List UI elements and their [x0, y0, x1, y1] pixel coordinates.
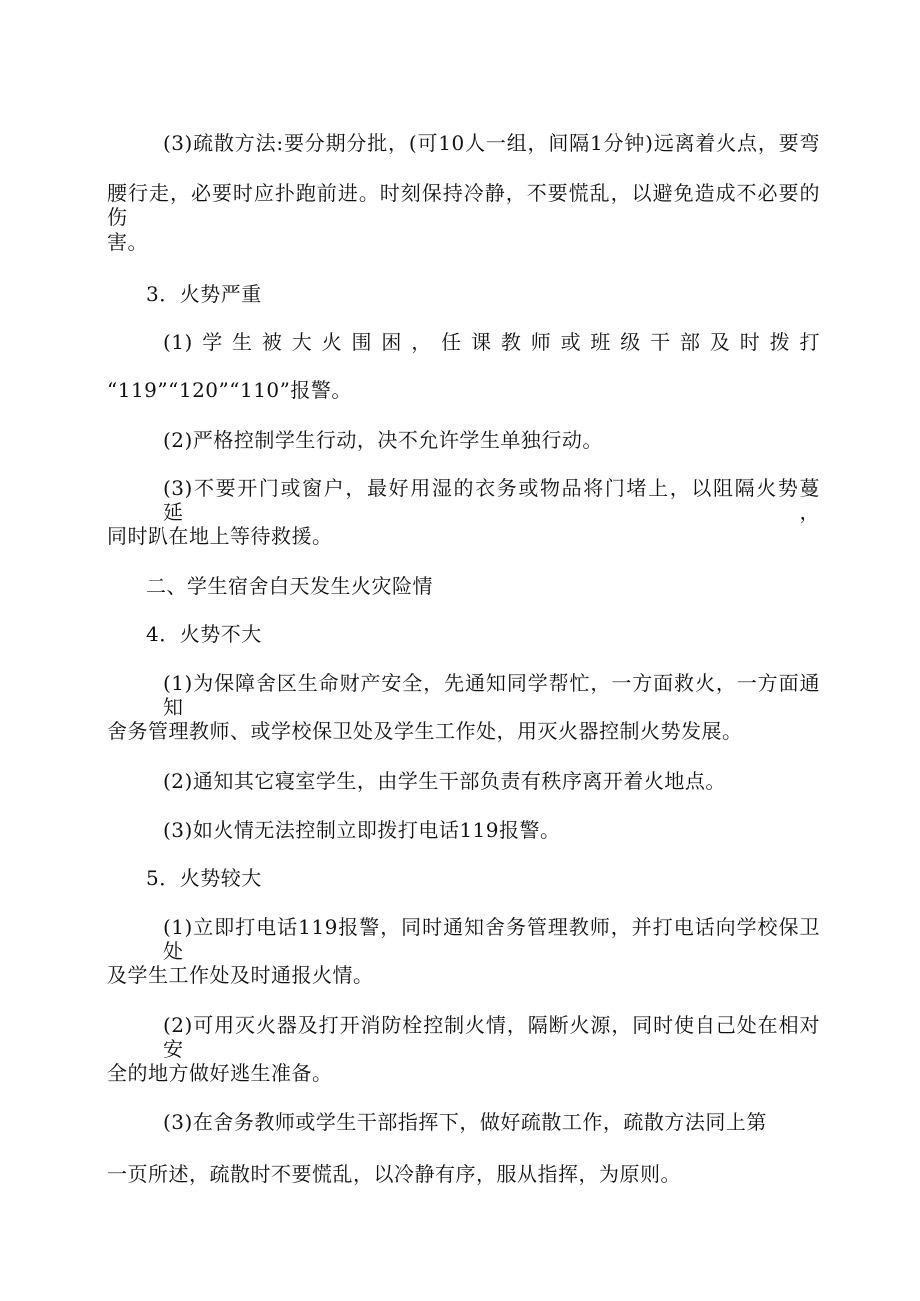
paragraph-line: (3)在舍务教师或学生干部指挥下，做好疏散工作，疏散方法同上第 [163, 1110, 767, 1134]
section-heading: 5．火势较大 [146, 866, 262, 890]
paragraph-line: “119”“120”“110”报警。 [107, 378, 352, 402]
paragraph-line: 腰行走，必要时应扑跑前进。时刻保持冷静，不要慌乱，以避免造成不必要的伤 [107, 181, 820, 229]
paragraph-line: (2)可用灭火器及打开消防栓控制火情，隔断火源，同时使自己处在相对安 [163, 1013, 820, 1061]
paragraph-line: (2)通知其它寝室学生，由学生干部负责有秩序离开着火地点。 [163, 769, 726, 793]
paragraph-line: 及学生工作处及时通报火情。 [107, 963, 374, 987]
section-heading: 4．火势不大 [146, 622, 262, 646]
paragraph-line: (1)为保障舍区生命财产安全，先通知同学帮忙，一方面救火，一方面通知 [163, 671, 820, 719]
paragraph-line: 全的地方做好逃生准备。 [107, 1061, 333, 1085]
paragraph-line: (1)立即打电话119报警，同时通知舍务管理教师，并打电话向学校保卫处 [163, 915, 820, 963]
paragraph-line: 同时趴在地上等待救援。 [107, 524, 333, 548]
section-heading: 3．火势严重 [146, 282, 262, 306]
paragraph-line: (3)疏散方法:要分期分批，(可10人一组，间隔1分钟)远离着火点，要弯 [163, 131, 820, 155]
paragraph-line: 一页所述，疏散时不要慌乱，以冷静有序，服从指挥，为原则。 [107, 1162, 681, 1186]
paragraph-line: (3)如火情无法控制立即拨打电话119报警。 [163, 818, 561, 842]
paragraph-line: (1)学生被大火围困，任课教师或班级干部及时拨打 [163, 330, 820, 354]
paragraph-line: (2)严格控制学生行动，决不允许学生单独行动。 [163, 428, 603, 452]
paragraph-line: 害。 [107, 230, 148, 254]
chapter-heading: 二、学生宿舍白天发生火灾险情 [146, 574, 433, 598]
paragraph-line: 舍务管理教师、或学校保卫处及学生工作处，用灭火器控制火势发展。 [107, 719, 743, 743]
paragraph-line: (3)不要开门或窗户，最好用湿的衣务或物品将门堵上，以阻隔火势蔓延， [163, 476, 820, 524]
